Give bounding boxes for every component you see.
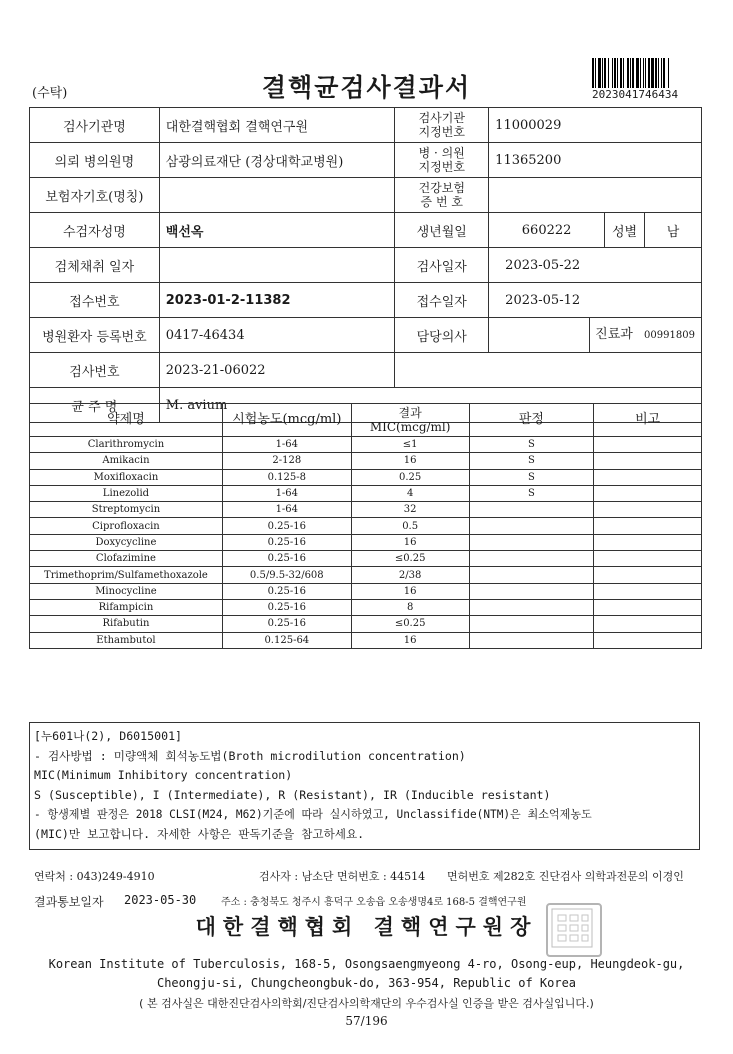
- inst-label: 검사기관명: [30, 108, 160, 143]
- cell-conc: 0.25-16: [222, 534, 351, 550]
- barcode-bar: [623, 58, 624, 88]
- barcode-bar: [602, 58, 603, 88]
- barcode-bar: [651, 58, 654, 88]
- barcode-bar: [592, 58, 594, 88]
- birth-value: 660222: [489, 213, 605, 248]
- cell-mic: 2/38: [351, 567, 469, 583]
- barcode-bar: [604, 58, 606, 88]
- cell-interp: S: [469, 469, 594, 485]
- cell-interp: [469, 583, 594, 599]
- cell-mic: ≤1: [351, 437, 469, 453]
- table-row: [30, 632, 702, 648]
- info-table: [29, 107, 702, 423]
- insurer-value: [159, 178, 395, 213]
- page-number: 57/196: [345, 1014, 388, 1028]
- table-row: [30, 599, 702, 615]
- cell-drug: Clofazimine: [30, 551, 223, 567]
- cell-mic: ≤0.25: [351, 551, 469, 567]
- cell-drug: Linezolid: [30, 485, 223, 501]
- inst-value: 대한결핵협회 결핵연구원: [159, 108, 395, 143]
- table-row: [30, 437, 702, 453]
- cell-mic: 0.25: [351, 469, 469, 485]
- cell-mic: 32: [351, 502, 469, 518]
- table-row: [30, 583, 702, 599]
- note-line: (MIC)만 보고합니다. 자세한 사항은 판독기준을 참고하세요.: [34, 826, 365, 841]
- mic-header: 결과 MIC(mcg/ml): [351, 404, 469, 437]
- ins-card-value: [489, 178, 702, 213]
- cell-interp: [469, 518, 594, 534]
- cell-interp: [469, 551, 594, 567]
- cell-remark: [594, 469, 702, 485]
- organism-label: 균 주 명: [30, 388, 160, 423]
- cell-interp: [469, 567, 594, 583]
- cell-mic: 16: [351, 632, 469, 648]
- cell-conc: 2-128: [222, 453, 351, 469]
- table-row: [30, 453, 702, 469]
- barcode-bars: [592, 58, 698, 88]
- table-row: [30, 502, 702, 518]
- cell-conc: 0.5/9.5-32/608: [222, 567, 351, 583]
- cell-drug: Doxycycline: [30, 534, 223, 550]
- req-label: 의뢰 병의원명: [30, 143, 160, 178]
- certification: ( 본 검사실은 대한진단검사의학회/진단검사의학재단의 우수검사실 인증을 받은 검사실입니다.): [139, 997, 594, 1010]
- barcode-bar: [640, 58, 641, 88]
- barcode-bar: [655, 58, 657, 88]
- drug-header: 약제명: [30, 404, 223, 437]
- document-title: 결핵균검사결과서: [261, 73, 472, 102]
- cell-drug: Moxifloxacin: [30, 469, 223, 485]
- receipt-date-value: 2023-05-12: [489, 283, 702, 318]
- test-date-value: 2023-05-22: [489, 248, 702, 283]
- cell-mic: 0.5: [351, 518, 469, 534]
- receipt-no-value: 2023-01-2-11382: [159, 283, 395, 318]
- barcode-bar: [617, 58, 618, 88]
- test-no-value: 2023-21-06022: [159, 353, 395, 388]
- cell-conc: 0.25-16: [222, 518, 351, 534]
- barcode-bar: [608, 58, 609, 88]
- inst-code-value: 11000029: [489, 108, 702, 143]
- cell-drug: Clarithromycin: [30, 437, 223, 453]
- hosp-code-value: 11365200: [489, 143, 702, 178]
- barcode-bar: [632, 58, 634, 88]
- notify-label: 결과통보일자: [34, 895, 104, 909]
- barcode-bar: [598, 58, 601, 88]
- test-no-label: 검사번호: [30, 353, 160, 388]
- cell-drug: Amikacin: [30, 453, 223, 469]
- cell-drug: Rifampicin: [30, 599, 223, 615]
- cell-remark: [594, 583, 702, 599]
- test-date-label: 검사일자: [395, 248, 489, 283]
- sex-label: 성별: [605, 213, 645, 248]
- note-line: [누601나(2), D6015001]: [34, 729, 183, 743]
- doctor-label: 담당의사: [395, 318, 489, 353]
- cell-interp: [469, 534, 594, 550]
- cell-interp: [469, 502, 594, 518]
- dept-value: 00991809: [644, 329, 695, 341]
- barcode-bar: [636, 58, 639, 88]
- barcode-bar: [648, 58, 650, 88]
- receipt-date-label: 접수일자: [395, 283, 489, 318]
- eng-address-1: Korean Institute of Tuberculosis, 168-5, Osongsaengmyeong 4-ro, Osong-eup, Heungdeok-gu,: [48, 957, 685, 971]
- contact: 연락처 : 043)249-4910: [34, 870, 155, 883]
- cell-mic: 16: [351, 534, 469, 550]
- barcode-bar: [614, 58, 616, 88]
- req-value: 삼광의료재단 (경상대학교병원): [159, 143, 395, 178]
- consignment-label: (수탁): [32, 86, 68, 101]
- examinee-value: 백선옥: [159, 213, 395, 248]
- cell-conc: 1-64: [222, 502, 351, 518]
- cell-remark: [594, 616, 702, 632]
- cell-conc: 1-64: [222, 485, 351, 501]
- notify-date: 2023-05-30: [124, 893, 197, 907]
- cell-interp: [469, 599, 594, 615]
- table-row: [30, 485, 702, 501]
- cell-mic: 4: [351, 485, 469, 501]
- cell-mic: 16: [351, 583, 469, 599]
- patient-reg-label: 병원환자 등록번호: [30, 318, 160, 353]
- barcode-number: 2023041746434: [592, 88, 679, 101]
- cell-remark: [594, 437, 702, 453]
- cell-mic: 8: [351, 599, 469, 615]
- cell-remark: [594, 632, 702, 648]
- receipt-no-label: 접수번호: [30, 283, 160, 318]
- ins-card-label: 건강보험 증 번 호: [395, 178, 489, 213]
- cell-conc: 0.25-16: [222, 551, 351, 567]
- hosp-code-label: 병 · 의원 지정번호: [395, 143, 489, 178]
- address: 주소 : 충청북도 청주시 흥덕구 오송읍 오송생명4로 168-5 결핵연구원: [221, 897, 527, 908]
- cell-drug: Rifabutin: [30, 616, 223, 632]
- cell-remark: [594, 518, 702, 534]
- notes-box: [29, 722, 700, 850]
- cell-interp: [469, 632, 594, 648]
- barcode-bar: [595, 58, 596, 88]
- interp-header: 판정: [469, 404, 594, 437]
- table-row: [30, 567, 702, 583]
- cell-drug: Minocycline: [30, 583, 223, 599]
- examiner: 검사자 : 남소단 면허번호 : 44514: [259, 870, 426, 883]
- table-row: [30, 469, 702, 485]
- insurer-label: 보험자기호(명칭): [30, 178, 160, 213]
- specialist: 면허번호 제282호 진단검사 의학과전문의 이경인: [447, 870, 684, 883]
- table-row: [30, 551, 702, 567]
- empty-cell: [395, 353, 702, 388]
- drug-table: [29, 403, 702, 649]
- note-line: S (Susceptible), I (Intermediate), R (Resistant), IR (Inducible resistant): [34, 787, 551, 802]
- eng-address-2: Cheongju-si, Chungcheongbuk-do, 363-954, Republic of Korea: [156, 976, 577, 990]
- cell-interp: S: [469, 485, 594, 501]
- barcode-bar: [627, 58, 629, 88]
- cell-conc: 0.25-16: [222, 616, 351, 632]
- doctor-dept-cell: [489, 318, 702, 353]
- cell-remark: [594, 485, 702, 501]
- barcode-bar: [661, 58, 662, 88]
- note-line: - 검사방법 : 미량액체 희석농도법(Broth microdilution concentration): [34, 748, 466, 763]
- barcode-bar: [612, 58, 613, 88]
- remark-header: 비고: [594, 404, 702, 437]
- barcode-bar: [663, 58, 665, 88]
- cell-interp: S: [469, 453, 594, 469]
- cell-conc: 0.25-16: [222, 583, 351, 599]
- cell-remark: [594, 551, 702, 567]
- barcode-bar: [668, 58, 669, 88]
- cell-interp: S: [469, 437, 594, 453]
- barcode: [592, 58, 698, 101]
- table-row: [30, 518, 702, 534]
- barcode-bar: [630, 58, 631, 88]
- cell-drug: Ethambutol: [30, 632, 223, 648]
- cell-remark: [594, 599, 702, 615]
- cell-drug: Trimethoprim/Sulfamethoxazole: [30, 567, 223, 583]
- cell-remark: [594, 534, 702, 550]
- cell-mic: 16: [351, 453, 469, 469]
- sex-value: 남: [645, 213, 702, 248]
- cell-remark: [594, 502, 702, 518]
- cell-remark: [594, 567, 702, 583]
- institute-name: 대한결핵협회 결핵연구원장: [195, 915, 538, 939]
- organism-value: M. avium: [159, 388, 701, 423]
- note-line: - 항생제별 판정은 2018 CLSI(M24, M62)기준에 따라 실시하였고, Unclassifide(NTM)은 최소억제농도: [34, 808, 592, 821]
- cell-conc: 0.25-16: [222, 599, 351, 615]
- conc-header: 시험농도(mcg/ml): [222, 404, 351, 437]
- cell-interp: [469, 616, 594, 632]
- table-row: [30, 534, 702, 550]
- cell-conc: 1-64: [222, 437, 351, 453]
- barcode-bar: [643, 58, 644, 88]
- examinee-label: 수검자성명: [30, 213, 160, 248]
- collect-value: [159, 248, 395, 283]
- cell-remark: [594, 453, 702, 469]
- birth-label: 생년월일: [395, 213, 489, 248]
- patient-reg-value: 0417-46434: [159, 318, 395, 353]
- cell-mic: ≤0.25: [351, 616, 469, 632]
- inst-code-label: 검사기관 지정번호: [395, 108, 489, 143]
- cell-conc: 0.125-8: [222, 469, 351, 485]
- cell-drug: Ciprofloxacin: [30, 518, 223, 534]
- dept-label: 진료과: [589, 318, 638, 352]
- barcode-bar: [645, 58, 646, 88]
- table-row: [30, 616, 702, 632]
- cell-drug: Streptomycin: [30, 502, 223, 518]
- barcode-bar: [620, 58, 622, 88]
- collect-label: 검체채취 일자: [30, 248, 160, 283]
- cell-conc: 0.125-64: [222, 632, 351, 648]
- barcode-bar: [658, 58, 659, 88]
- note-line: MIC(Minimum Inhibitory concentration): [34, 768, 293, 782]
